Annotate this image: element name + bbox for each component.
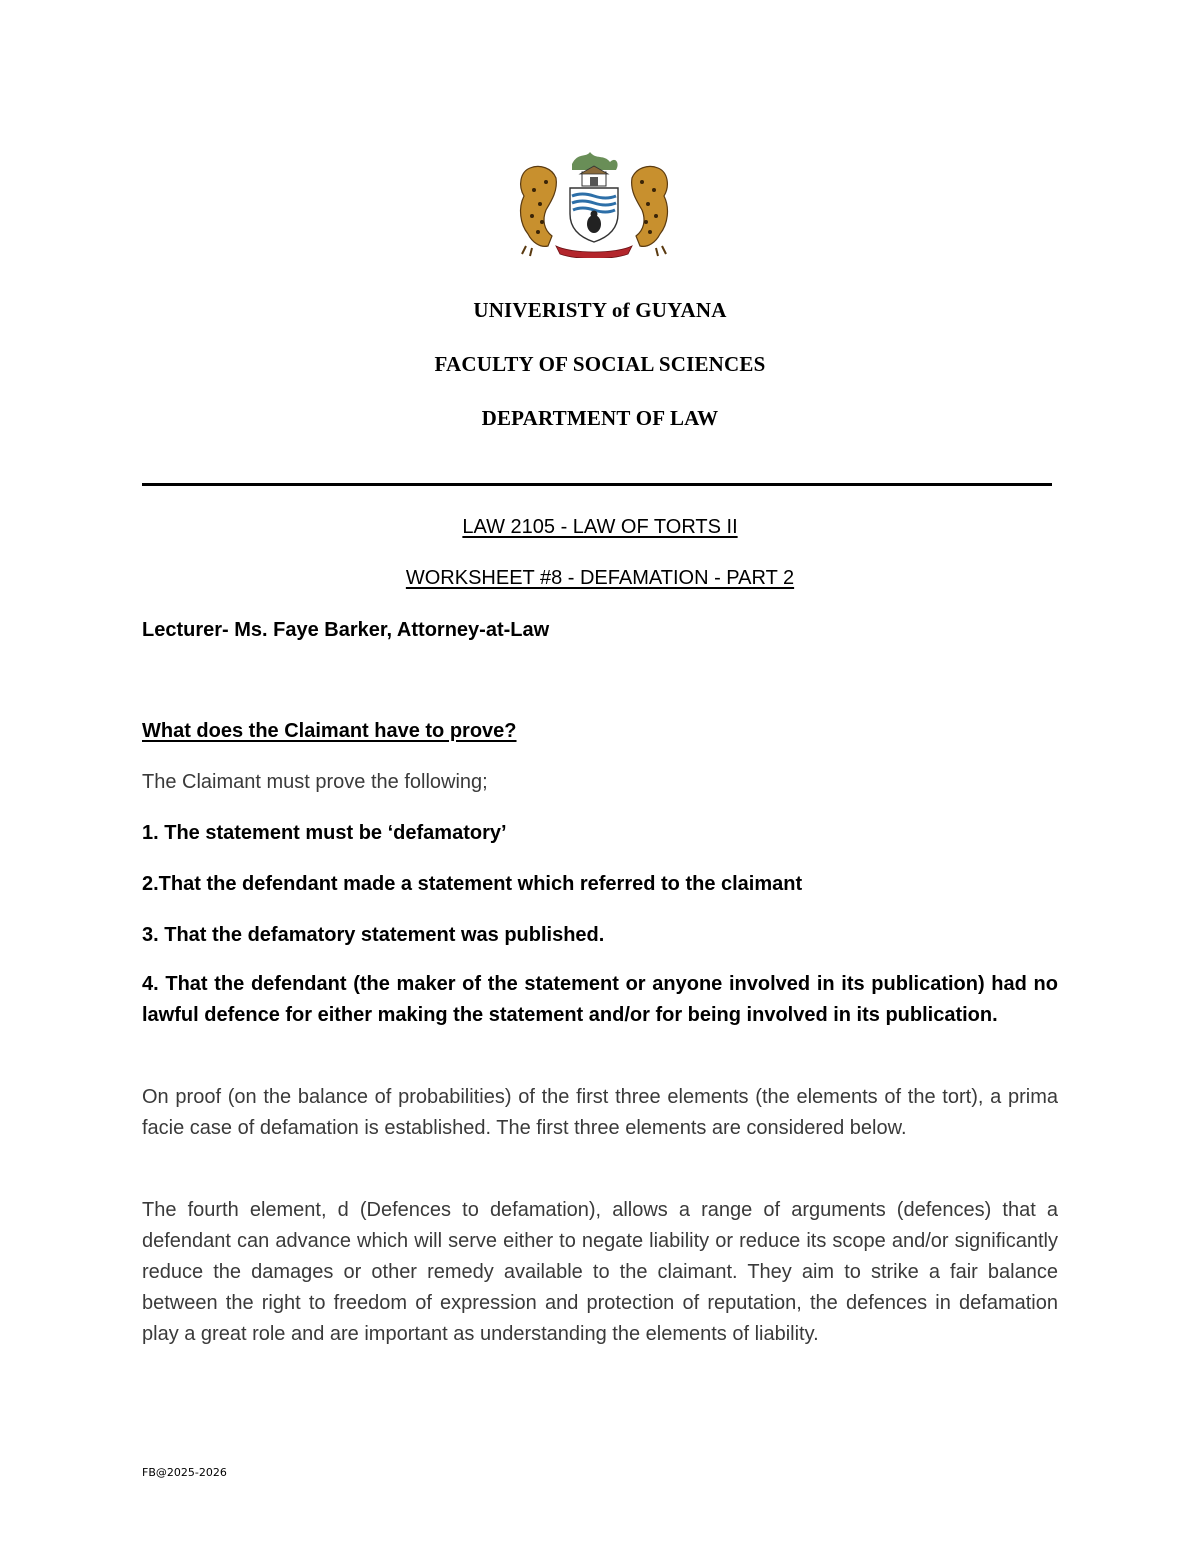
paragraph-defences: The fourth element, d (Defences to defamation), allows a range of arguments (defences) that a defendant can advance which will serve either to negate liability or reduce its scope and/or significantly reduce the damages or other remedy available to the claimant. They aim to strike a fair balance between the right to freedom of expression and protection of reputation, the defences in defamation play a great role and are important as understanding the elements of liability. [142,1199,1058,1345]
section-question: What does the Claimant have to prove? [142,720,517,742]
element-item-4: 4. That the defendant (the maker of the statement or anyone involved in its publication) had no lawful defence for either making the statement and/or for being involved in its publication. [142,973,1058,1026]
header-divider [142,483,1052,486]
lecturer-line: Lecturer- Ms. Faye Barker, Attorney-at-Law [142,619,550,641]
element-item-3: 3. That the defamatory statement was published. [142,924,605,946]
intro-text: The Claimant must prove the following; [142,771,488,793]
right-jaguar-icon [632,166,668,256]
footer-copyright: FB@2025-2026 [142,1466,227,1479]
course-title: LAW 2105 - LAW OF TORTS II [462,516,738,538]
university-crest-logo [512,150,676,258]
faculty-name: FACULTY OF SOCIAL SCIENCES [434,352,766,376]
department-name: DEPARTMENT OF LAW [481,406,719,430]
worksheet-title: WORKSHEET #8 - DEFAMATION - PART 2 [405,567,795,589]
left-jaguar-icon [521,166,557,256]
university-name: UNIVERISTY of GUYANA [473,298,727,322]
paragraph-prima-facie: On proof (on the balance of probabilities) of the first three elements (the elements of the tort), a prima facie case of defamation is established. The first three elements are considered below. [142,1086,1058,1139]
element-item-2: 2.That the defendant made a statement which referred to the claimant [142,873,803,895]
element-item-1: 1. The statement must be ‘defamatory’ [142,822,507,844]
